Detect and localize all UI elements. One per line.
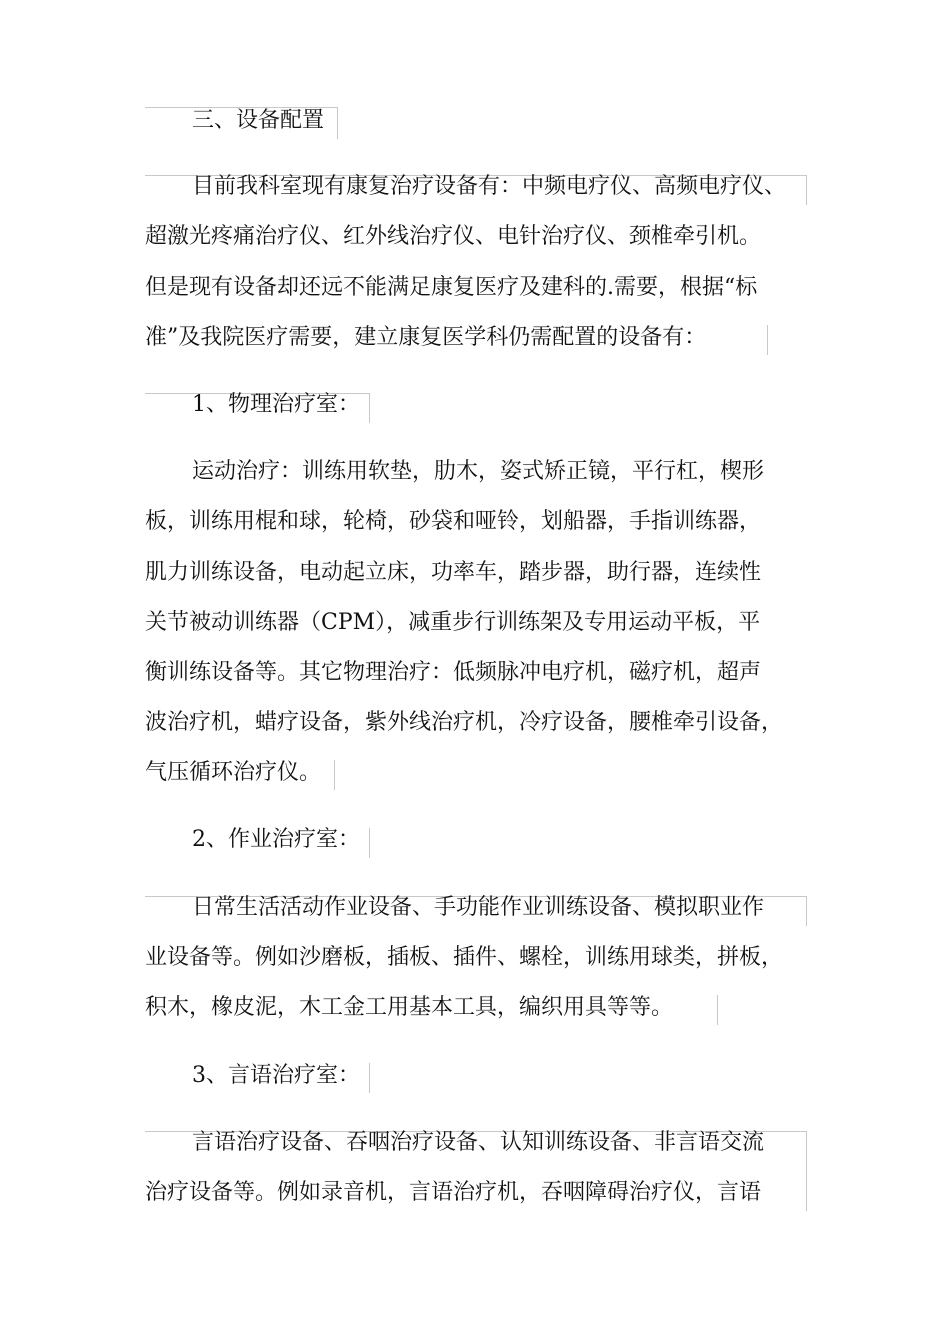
- paragraph-line: 准”及我院医疗需要，建立康复医学科仍需配置的设备有：: [145, 325, 707, 350]
- divider: [369, 1063, 370, 1093]
- paragraph-line: 关节被动训练器（CPM），减重步行训练架及专用运动平板，平: [145, 610, 761, 635]
- divider: [806, 1131, 807, 1211]
- paragraph-line: 衡训练设备等。其它物理治疗：低频脉冲电疗机，磁疗机，超声: [145, 660, 762, 685]
- paragraph-line: 言语治疗设备、吞咽治疗设备、认知训练设备、非言语交流: [192, 1130, 765, 1155]
- subsection-heading: 2、作业治疗室：: [192, 827, 360, 852]
- subsection-heading: 3、言语治疗室：: [192, 1063, 360, 1088]
- paragraph-line: 板，训练用棍和球，轮椅，砂袋和哑铃，划船器，手指训练器，: [145, 509, 762, 534]
- paragraph-line: 但是现有设备却还远不能满足康复医疗及建科的.需要，根据“标: [145, 275, 758, 300]
- divider: [369, 393, 370, 423]
- paragraph-line: 日常生活活动作业设备、手功能作业训练设备、模拟职业作: [192, 895, 765, 920]
- divider: [806, 896, 807, 926]
- paragraph-line: 目前我科室现有康复治疗设备有：中频电疗仪、高频电疗仪、: [192, 174, 787, 199]
- divider: [337, 107, 338, 139]
- section-title: 三、设备配置: [192, 108, 325, 133]
- paragraph-line: 波治疗机，蜡疗设备，紫外线治疗机，冷疗设备，腰椎牵引设备，: [145, 710, 784, 735]
- subsection-heading: 1、物理治疗室：: [192, 392, 360, 417]
- divider: [369, 828, 370, 858]
- paragraph-line: 肌力训练设备，电动起立床，功率车，踏步器，助行器，连续性: [145, 560, 762, 585]
- divider: [717, 995, 718, 1025]
- divider: [334, 760, 335, 790]
- paragraph-line: 治疗设备等。例如录音机，言语治疗机，吞咽障碍治疗仪，言语: [145, 1180, 762, 1205]
- paragraph-line: 积木，橡皮泥，木工金工用基本工具，编织用具等等。: [145, 995, 674, 1020]
- paragraph-line: 业设备等。例如沙磨板，插板、插件、螺栓，训练用球类，拼板，: [145, 945, 784, 970]
- paragraph-line: 气压循环治疗仪。: [145, 760, 322, 785]
- paragraph-line: 超激光疼痛治疗仪、红外线治疗仪、电针治疗仪、颈椎牵引机。: [145, 224, 762, 249]
- divider: [767, 325, 768, 355]
- divider: [806, 175, 807, 205]
- paragraph-line: 运动治疗：训练用软垫，肋木，姿式矫正镜，平行杠，楔形: [192, 459, 765, 484]
